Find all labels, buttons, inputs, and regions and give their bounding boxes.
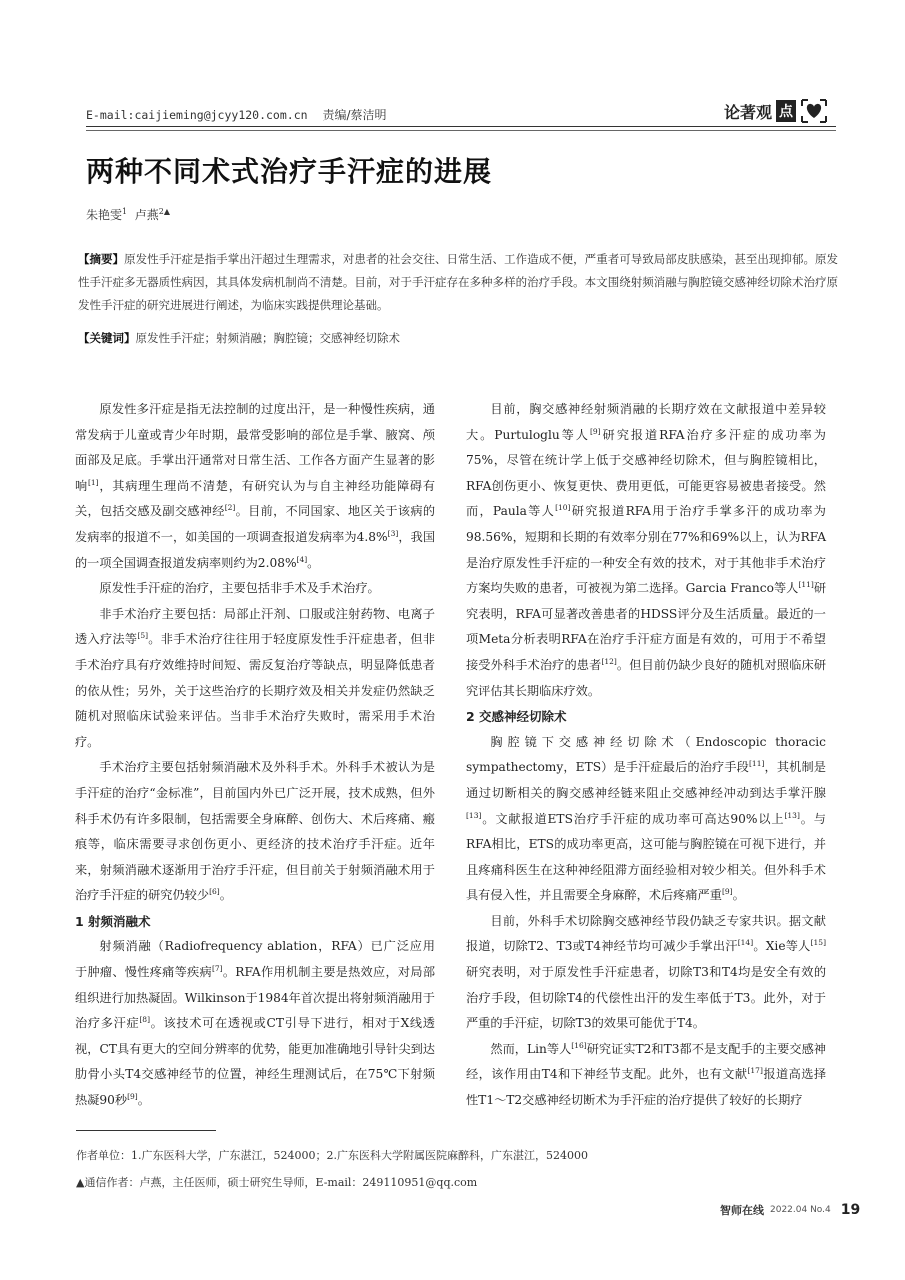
author-2-sup: 2▲	[158, 207, 171, 216]
header-email-line	[86, 106, 387, 123]
abstract	[78, 248, 838, 317]
header-email: E-mail:caijieming@jcyy120.com.cn	[86, 108, 308, 122]
left-paragraph-1: 原发性多汗症是指无法控制的过度出汗，是一种慢性疾病，通常发病于儿童或青少年时期，最常受影响的部位是手掌、腋窝、颅面部及足底。手掌出汗通常对日常生活、工作各方面产生显著的影响[1]，其病理生理尚不清楚，有研究认为与自主神经功能障碍有关，包括交感及副交感神经[2]。目前，不同国家、地区关于该病的发病率的报道不一，如美国的一项调查报道发病率为4.8%[3]，我国的一项全国调查报道发病率则约为2.08%[4]。	[75, 402, 436, 570]
right-paragraph-2: 胸腔镜下交感神经切除术（Endoscopic thoracic sympathectomy，ETS）是手汗症最后的治疗手段[11]，其机制是通过切断相关的胸交感神经链来阻止交感神经冲动到达手掌汗腺[13]。文献报道ETS治疗手汗症的成功率可高达90%以上[13]。与RFA相比，ETS的成功率更高，这可能与胸腔镜在可视下进行，并且疼痛科医生在这种神经阻滞方面经验相对较少相关。但外科手术具有侵入性，并且需要全身麻醉，术后疼痛严重[9]。	[466, 734, 826, 903]
header-rule-thin	[86, 130, 836, 131]
right-paragraph-3: 目前，外科手术切除胸交感神经节段仍缺乏专家共识。据文献报道，切除T2、T3或T4神经节均可减少手掌出汗[14]。Xie等人[15]研究表明，对于原发性手汗症患者，切除T3和T4均是安全有效的治疗手段，但切除T4的代偿性出汗的发生率低于T3。此外，对于严重的手汗症，切除T3的效果可能优于T4。	[466, 913, 826, 1031]
section-heading-2: 2 交感神经切除术	[466, 709, 567, 725]
section-heading-1: 1 射频消融术	[75, 913, 151, 929]
keywords-text: 原发性手汗症；射频消融；胸腔镜；交感神经切除术	[135, 331, 400, 345]
right-column	[466, 397, 826, 1114]
header-rule	[86, 126, 836, 127]
author-1-sup: 1	[122, 207, 128, 216]
footnote-affiliation: 作者单位：1.广东医科大学，广东湛江，524000；2.广东医科大学附属医院麻醉科，广东湛江，524000	[76, 1149, 588, 1162]
author-2: 卢燕	[134, 208, 159, 222]
left-paragraph-4: 手术治疗主要包括射频消融术及外科手术。外科手术被认为是手汗症的治疗“金标准”，目前国内外已广泛开展，技术成熟，但外科手术仍有许多限制，包括需要全身麻醉、创伤大、术后疼痛、瘢痕等，临床需要寻求创伤更小、更经济的技术治疗手汗症。近年来，射频消融术逐渐用于治疗手汗症，但目前关于射频消融术用于治疗手汗症的研究仍较少[6]。	[75, 760, 435, 903]
section-box: 点	[776, 100, 796, 122]
right-paragraph-4: 然而，Lin等人[16]研究证实T2和T3都不是支配手的主要交感神经，该作用由T4和下神经节支配。此外，也有文献[17]报道高选择性T1～T2交感神经切断术为手汗症的治疗提供了较好的长期疗	[466, 1040, 827, 1108]
abstract-label: 【摘要】	[78, 252, 125, 266]
authors	[86, 206, 170, 223]
issue-number: 2022.04 No.4	[770, 1205, 831, 1215]
left-column	[75, 397, 435, 1114]
heart-logo-icon	[800, 98, 828, 124]
footnote-corresponding: ▲通信作者：卢燕，主任医师，硕士研究生导师，E-mail：249110951@qq.com	[76, 1176, 478, 1189]
author-1: 朱艳雯	[86, 208, 123, 222]
page-number: 19	[840, 1202, 861, 1218]
abstract-text: 原发性手汗症是指手掌出汗超过生理需求，对患者的社会交往、日常生活、工作造成不便，严重者可导致局部皮肤感染，甚至出现抑郁。原发性手汗症多无器质性病因，其具体发病机制尚不清楚。目前，对于手汗症存在多种多样的治疗手段。本文围绕射频消融与胸腔镜交感神经切除术治疗原发性手汗症的研究进展进行阐述，为临床实践提供理论基础。	[78, 252, 838, 312]
article-title: 两种不同术式治疗手汗症的进展	[86, 155, 493, 188]
left-paragraph-5: 射频消融（Radiofrequency ablation，RFA）已广泛应用于肿瘤、慢性疼痛等疾病[7]。RFA作用机制主要是热效应，对局部组织进行加热凝固。Wilkinson于1984年首次提出将射频消融用于治疗多汗症[8]。该技术可在透视或CT引导下进行，相对于X线透视，CT具有更大的空间分辨率的优势，能更加准确地引导针尖到达肋骨小头T4交感神经节的位置，神经生理测试后，在75℃下射频热凝90秒[9]。	[75, 939, 436, 1108]
footnote-rule	[76, 1130, 216, 1131]
right-paragraph-1: 目前，胸交感神经射频消融的长期疗效在文献报道中差异较大。Purtuloglu等人[9]研究报道RFA治疗多汗症的成功率为75%，尽管在统计学上低于交感神经切除术，但与胸腔镜相比，RFA创伤更小、恢复更快、费用更低，可能更容易被患者接受。然而，Paula等人[10]研究报道RFA用于治疗手掌多汗的成功率为98.56%，短期和长期的有效率分别在77%和69%以上，认为RFA是治疗原发性手汗症的一种安全有效的技术，对于其他非手术治疗方案均失败的患者，可被视为第二选择。Garcia Franco等人[11]研究表明，RFA可显著改善患者的HDSS评分及生活质量。最近的一项Meta分析表明RFA在治疗手汗症方面是有效的，可用于不希望接受外科手术治疗的患者[12]。但目前仍缺少良好的随机对照临床研究评估其长期临床疗效。	[466, 402, 827, 698]
section-brand	[724, 98, 828, 124]
left-paragraph-2: 原发性手汗症的治疗，主要包括非手术及手术治疗。	[99, 581, 380, 596]
section-label: 论著观	[724, 102, 773, 122]
left-paragraph-3: 非手术治疗主要包括：局部止汗剂、口服或注射药物、电离子透入疗法等[5]。非手术治疗往往用于轻度原发性手汗症患者，但非手术治疗具有疗效维持时间短、需反复治疗等缺点，明显降低患者的依从性；另外，关于这些治疗的长期疗效及相关并发症仍然缺乏随机对照临床试验来评估。当非手术治疗失败时，需采用手术治疗。	[75, 606, 436, 749]
header-editor: 责编/蔡洁明	[322, 108, 387, 122]
keywords	[78, 330, 838, 346]
keywords-label: 【关键词】	[78, 331, 136, 345]
page-footer	[720, 1202, 860, 1218]
journal-name: 智师在线	[720, 1204, 764, 1217]
